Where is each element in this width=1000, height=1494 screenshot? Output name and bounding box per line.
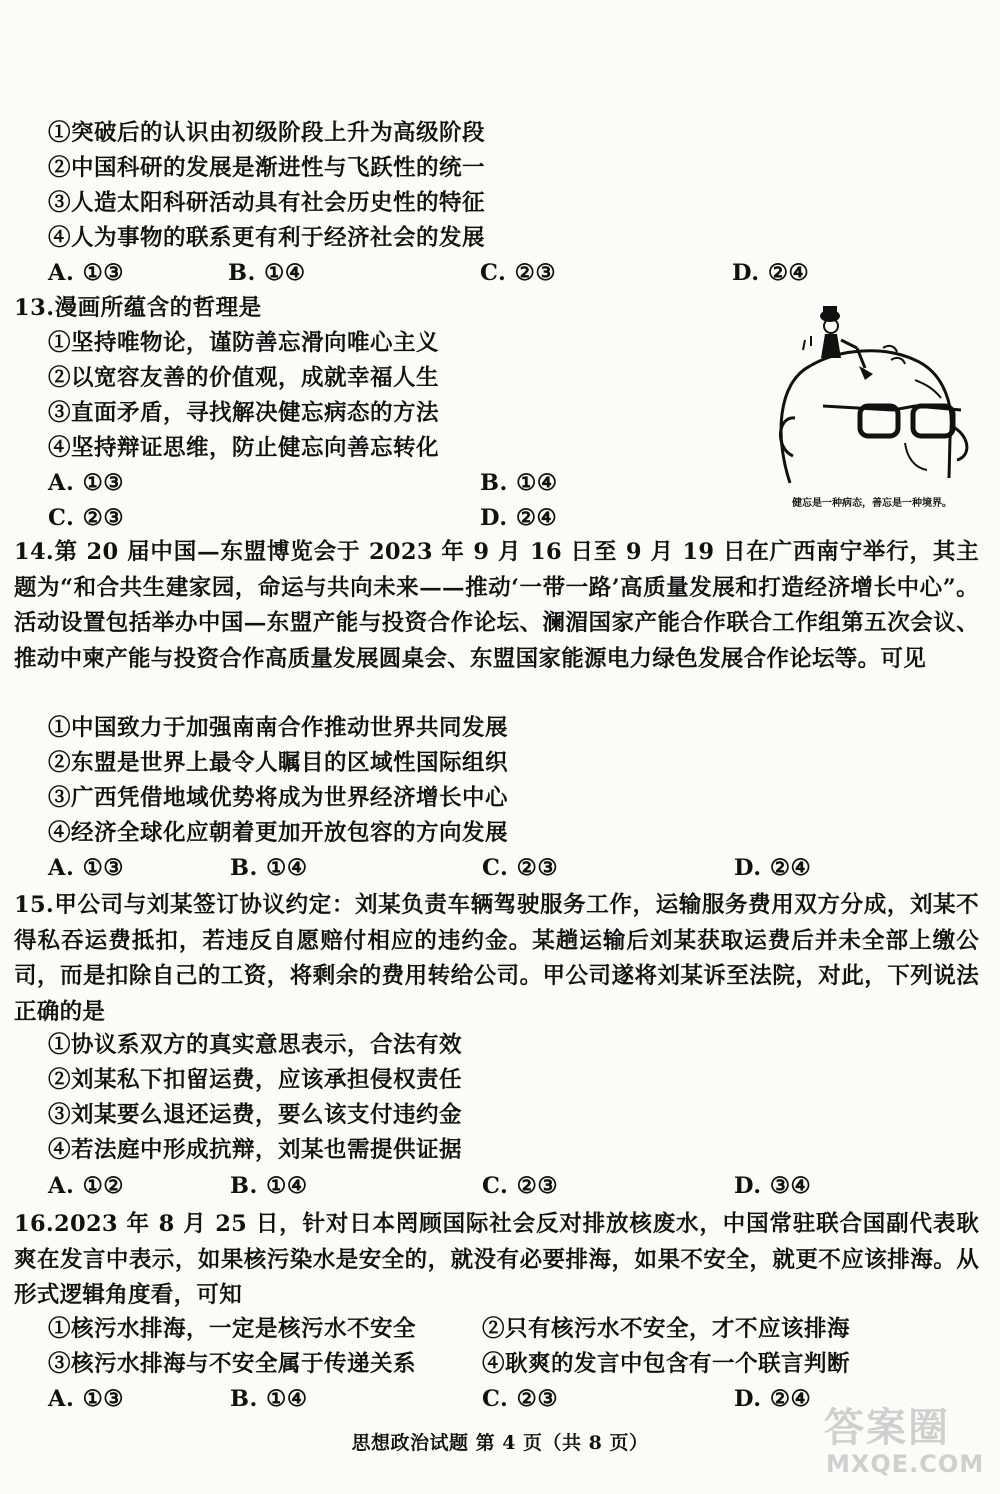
q14-choice-d: D. ②④ <box>734 855 812 881</box>
q15-option-4: ④若法庭中形成抗辩，刘某也需提供证据 <box>48 1137 463 1163</box>
q15-choice-d: D. ③④ <box>734 1173 812 1199</box>
q14-choice-a: A. ①③ <box>48 855 124 881</box>
q13-stem-line <box>14 293 262 323</box>
q16-option-1: ①核污水排海，一定是核污水不安全 <box>48 1316 417 1342</box>
q16-choice-d: D. ②④ <box>734 1386 812 1412</box>
q14-number: 14. <box>14 539 55 565</box>
q14-option-4: ④经济全球化应朝着更加开放包容的方向发展 <box>48 820 509 846</box>
q15-option-2: ②刘某私下扣留运费，应该承担侵权责任 <box>48 1067 463 1093</box>
q12-choice-b: B. ①④ <box>228 260 306 286</box>
q12-option-3: ③人造太阳科研活动具有社会历史性的特征 <box>48 190 486 216</box>
q12-option-4: ④人为事物的联系更有利于经济社会的发展 <box>48 225 486 251</box>
q14-stem <box>14 535 979 677</box>
q16-stem-text: 2023 年 8 月 25 日，针对日本罔顾国际社会反对排放核废水，中国常驻联合国副代表耿爽在发言中表示，如果核污染水是安全的，就没有必要排海，如果不安全，就更不应该排海。从形式逻辑角度看，可知 <box>14 1211 979 1308</box>
q16-number: 16. <box>14 1211 55 1237</box>
q15-choice-c: C. ②③ <box>482 1173 559 1199</box>
q16-choice-a: A. ①③ <box>48 1386 124 1412</box>
q15-option-1: ①协议系双方的真实意思表示，合法有效 <box>48 1032 463 1058</box>
q16-stem <box>14 1207 979 1314</box>
q13-choice-a: A. ①③ <box>48 470 124 496</box>
q16-choice-b: B. ①④ <box>230 1386 308 1412</box>
q14-option-2: ②东盟是世界上最令人瞩目的区域性国际组织 <box>48 750 509 776</box>
q15-choice-b: B. ①④ <box>230 1173 308 1199</box>
q13-stem: 漫画所蕴含的哲理是 <box>54 295 262 321</box>
q14-stem-text: 第 20 届中国—东盟博览会于 2023 年 9 月 16 日至 9 月 19 日在广西南宁举行，其主题为“和合共生建家园，命运与共向未来——推动‘一带一路’高质量发展和打造经济增长中心”。活动设置包括举办中国—东盟产能与投资合作论坛、澜湄国家产能合作联合工作组第五次会议、推动中柬产能与投资合作高质量发展圆桌会、东盟国家能源电力绿色发展合作论坛等。可见 <box>14 539 979 672</box>
q13-option-2: ②以宽容友善的价值观，成就幸福人生 <box>48 365 440 391</box>
q13-option-1: ①坚持唯物论，谨防善忘滑向唯心主义 <box>48 330 440 356</box>
watermark-url: MXQE.COM <box>826 1450 985 1478</box>
q12-choice-d: D. ②④ <box>732 260 810 286</box>
q15-choice-a: A. ①② <box>48 1173 124 1199</box>
q15-stem <box>14 888 979 1030</box>
q15-number: 15. <box>14 892 55 918</box>
cartoon-image <box>765 288 980 513</box>
q14-option-1: ①中国致力于加强南南合作推动世界共同发展 <box>48 715 509 741</box>
q14-choice-b: B. ①④ <box>230 855 308 881</box>
q15-option-3: ③刘某要么退还运费，要么该支付违约金 <box>48 1102 463 1128</box>
q12-option-2: ②中国科研的发展是渐进性与飞跃性的统一 <box>48 155 486 181</box>
q13-option-4: ④坚持辩证思维，防止健忘向善忘转化 <box>48 435 440 461</box>
q13-choice-b: B. ①④ <box>480 470 558 496</box>
cartoon-caption: 健忘是一种病态，善忘是一种境界。 <box>792 498 952 509</box>
watermark-text: 答案圈 <box>824 1405 950 1451</box>
q13-option-3: ③直面矛盾，寻找解决健忘病态的方法 <box>48 400 440 426</box>
q13-number: 13. <box>14 295 55 321</box>
q15-stem-text: 甲公司与刘某签订协议约定：刘某负责车辆驾驶服务工作，运输服务费用双方分成，刘某不得私吞运费抵扣，若违反自愿赔付相应的违约金。某趟运输后刘某获取运费后并未全部上缴公司，而是扣除自己的工资，将剩余的费用转给公司。甲公司遂将刘某诉至法院，对此，下列说法正确的是 <box>14 892 979 1025</box>
watermark <box>818 1392 988 1487</box>
q16-option-4: ④耿爽的发言中包含有一个联言判断 <box>482 1351 851 1377</box>
q14-option-3: ③广西凭借地域优势将成为世界经济增长中心 <box>48 785 509 811</box>
q14-choice-c: C. ②③ <box>482 855 559 881</box>
q16-option-3: ③核污水排海与不安全属于传递关系 <box>48 1351 417 1377</box>
q12-option-1: ①突破后的认识由初级阶段上升为高级阶段 <box>48 120 486 146</box>
q13-choice-c: C. ②③ <box>48 505 125 531</box>
q16-option-2: ②只有核污水不安全，才不应该排海 <box>482 1316 851 1342</box>
q16-choice-c: C. ②③ <box>482 1386 559 1412</box>
q12-choice-a: A. ①③ <box>48 260 124 286</box>
page-footer: 思想政治试题 第 4 页（共 8 页） <box>351 1432 649 1454</box>
q12-choice-c: C. ②③ <box>480 260 557 286</box>
q13-choice-d: D. ②④ <box>480 505 558 531</box>
